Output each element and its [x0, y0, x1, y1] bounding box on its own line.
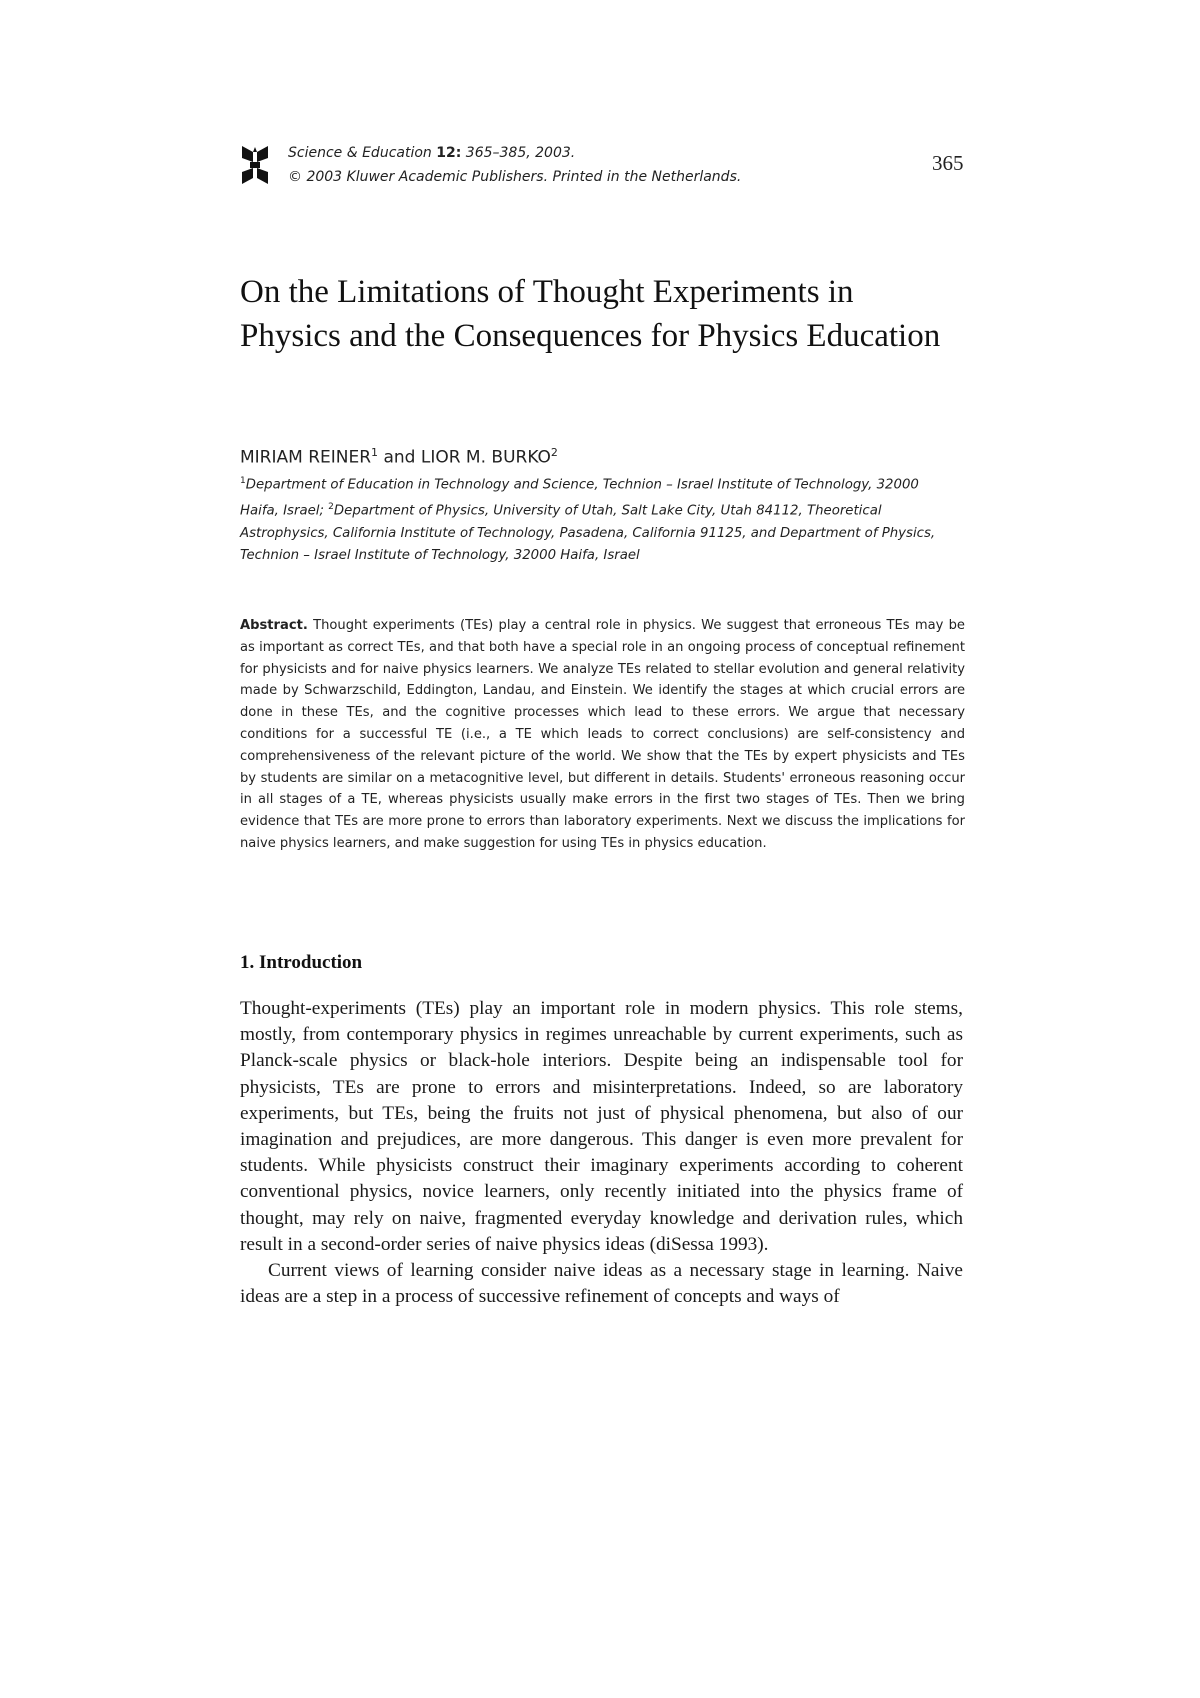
journal-citation [288, 141, 741, 189]
kluwer-logo-icon [240, 143, 270, 187]
section-heading: 1. Introduction [240, 952, 363, 973]
author-name: LIOR M. BURKO [420, 447, 551, 468]
author-affiliation-mark: 1 [371, 446, 379, 459]
author-affiliation-mark: 2 [550, 446, 558, 459]
affiliation-mark: 1 [240, 476, 246, 486]
affiliation-text: Department of Physics, University of Utah, Salt Lake City, Utah 84112, Theoretical Astrophysics, California Institute of Technology, Pasadena, California 91125, and Department of Physics, Technion – Israel Institute of Technology, 32000 Haifa, Israel [240, 503, 936, 563]
author-conjunction: and [378, 447, 421, 468]
journal-line [288, 141, 741, 165]
introduction-body [240, 996, 963, 1310]
affiliation-mark: 2 [328, 502, 334, 513]
body-paragraph: Thought-experiments (TEs) play an important role in modern physics. This role stems, mostly, from contemporary physics in regimes unreachable by current experiments, such as Planck-scale physics or black-hole interiors. Despite being an indispensable tool for physicists, TEs are prone to errors and misinterpretations. Indeed, so are laboratory experiments, but TEs, being the fruits not just of physical phenomena, but also of our imagination and prejudices, are more dangerous. This danger is even more prevalent for students. While physicists construct their imaginary experiments according to coherent conventional physics, novice learners, only recently initiated into the physics frame of thought, may rely on naive, fragmented everyday knowledge and derivation rules, which result in a second-order series of naive physics ideas (diSessa 1993). [240, 998, 963, 1255]
abstract [240, 615, 965, 855]
abstract-label: Abstract. [240, 618, 308, 633]
body-paragraph: Current views of learning consider naive ideas as a necessary stage in learning. Naive ideas are a step in a process of successive refinement of concepts and ways of [240, 1260, 963, 1308]
copyright-line: © 2003 Kluwer Academic Publishers. Printed in the Netherlands. [288, 169, 742, 185]
abstract-text: Thought experiments (TEs) play a central role in physics. We suggest that erroneous TEs may be as important as correct TEs, and that both have a special role in an ongoing process of conceptual refinement for physicists and for naive physics learners. We analyze TEs related to stellar evolution and general relativity made by Schwarzschild, Eddington, Landau, and Einstein. We identify the stages at which crucial errors are done in these TEs, and the cognitive processes which lead to these errors. We argue that necessary conditions for a successful TE (i.e., a TE which leads to correct conclusions) are self-consistency and comprehensiveness of the relevant picture of the world. We show that the TEs by expert physicists and TEs by students are similar on a metacognitive level, but different in details. Students' erroneous reasoning occur in all stages of a TE, whereas physicists usually make errors in the first two stages of TEs. Then we bring evidence that TEs are more prone to errors than laboratory experiments. Next we discuss the implications for naive physics learners, and make suggestion for using TEs in physics education. [240, 618, 965, 851]
author-list [240, 446, 558, 468]
affiliation-text: Department of Education in Technology and Science, Technion – Israel Institute of Technology, 32000 Haifa, Israel; [240, 477, 919, 519]
page-number: 365 [932, 151, 964, 175]
journal-volume: 12: [436, 145, 462, 161]
article-title: On the Limitations of Thought Experiments in Physics and the Consequences for Physics Education [240, 274, 941, 354]
journal-name: Science & Education [288, 145, 432, 161]
author-affiliations [240, 470, 960, 567]
journal-pages: 365–385, 2003. [465, 145, 576, 161]
author-name: MIRIAM REINER [240, 447, 372, 468]
